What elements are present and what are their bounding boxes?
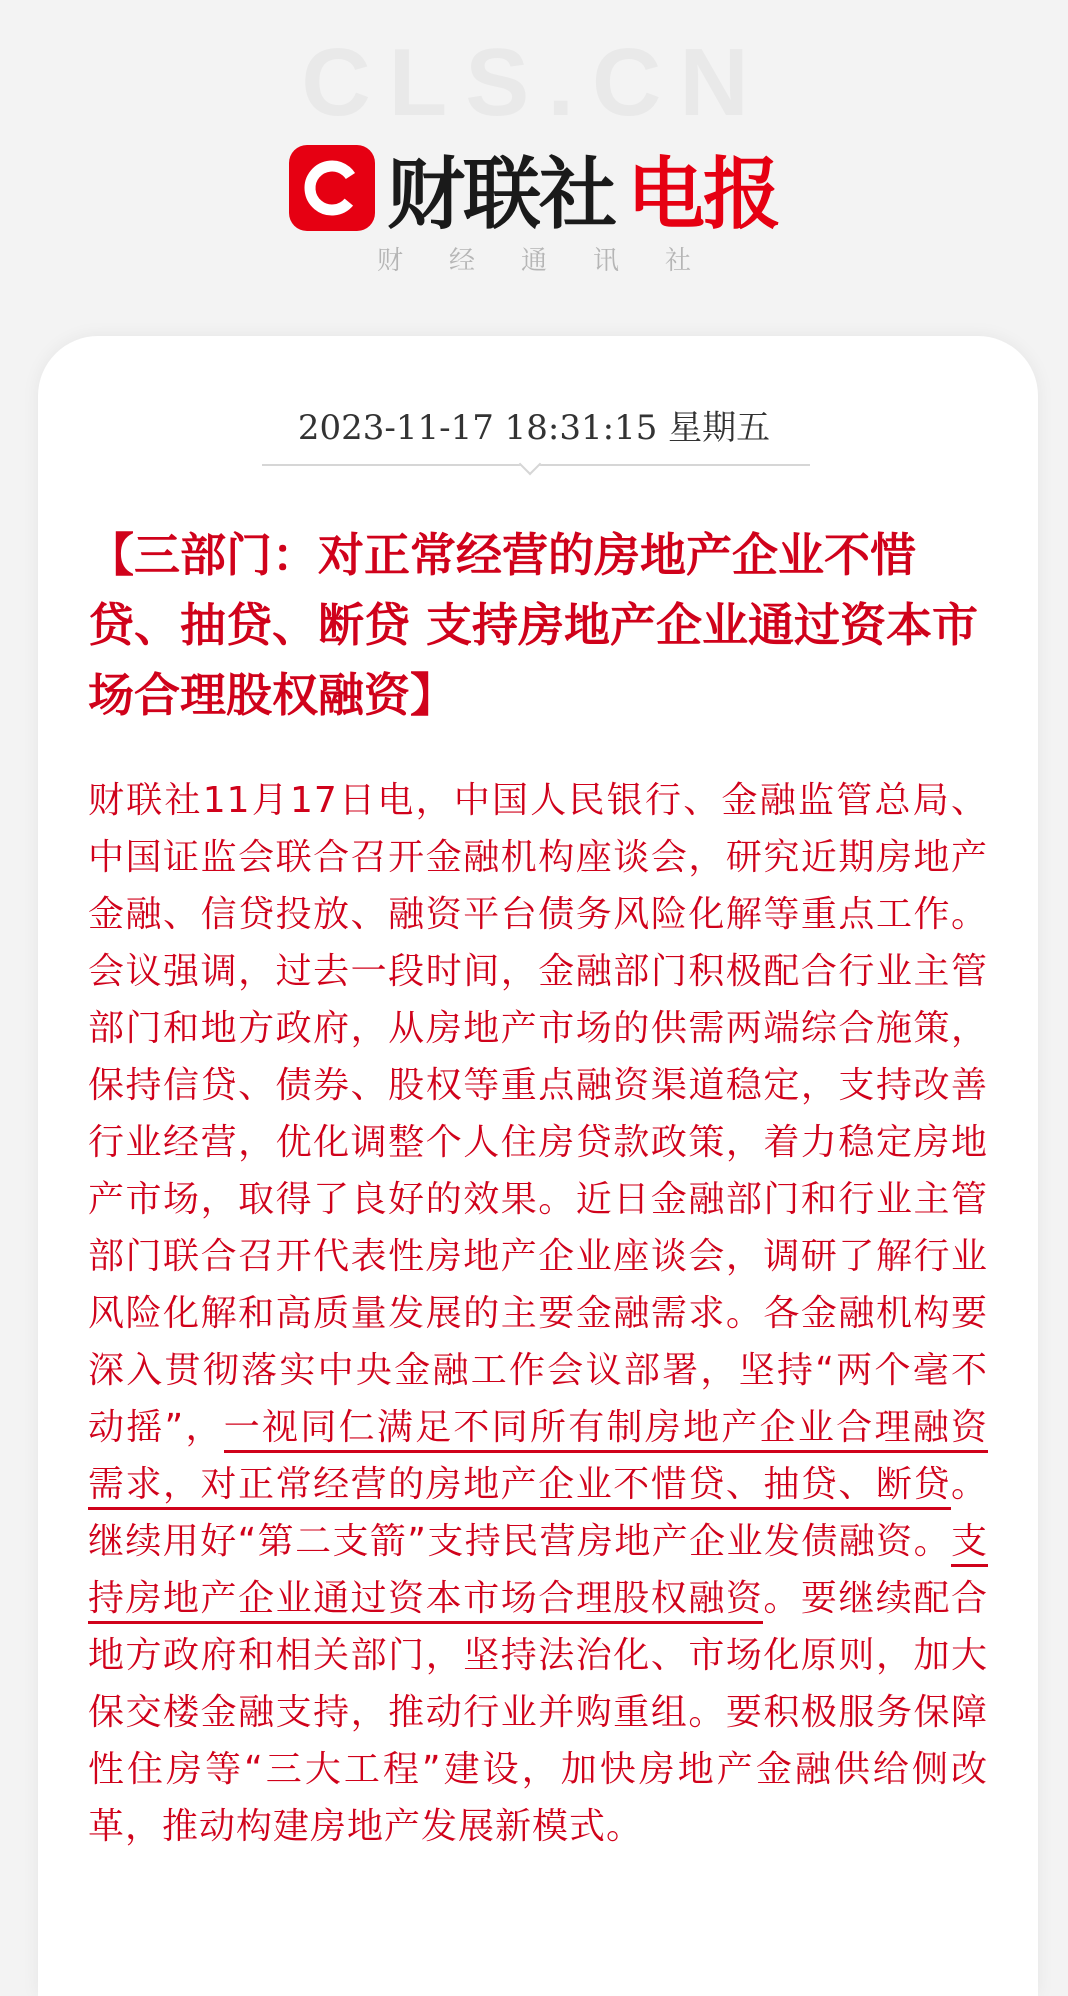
brand-logo (0, 132, 1068, 244)
body-part-2: 。继续用好“第二支箭”支持民营房地产企业发债融资。 (88, 1464, 988, 1562)
article-body (88, 772, 988, 1855)
cls-logo-icon (289, 145, 375, 231)
body-highlight-1: 一视同仁满足不同所有制房地产企业合理融资需求，对正常经营的房地产企业不惜贷、抽贷、断贷 (88, 1407, 988, 1510)
watermark-text: CLS.CN (301, 29, 767, 136)
brand-name: 财联社 (386, 150, 615, 240)
body-part-1: 财联社11月17日电，中国人民银行、金融监管总局、中国证监会联合召开金融机构座谈会，研究近期房地产金融、信贷投放、融资平台债务风险化解等重点工作。会议强调，过去一段时间，金融部门积极配合行业主管部门和地方政府，从房地产市场的供需两端综合施策，保持信贷、债券、股权等重点融资渠道稳定，支持改善行业经营，优化调整个人住房贷款政策，着力稳定房地产市场，取得了良好的效果。近日金融部门和行业主管部门联合召开代表性房地产企业座谈会，调研了解行业风险化解和高质量发展的主要金融需求。各金融机构要深入贯彻落实中央金融工作会议部署，坚持“两个毫不动摇”， (88, 780, 988, 1448)
article-datetime: 2023-11-17 18:31:15 星期五 (297, 408, 771, 448)
article-headline: 【三部门：对正常经营的房地产企业不惜贷、抽贷、断贷 支持房地产企业通过资本市场合理股权融资】 (88, 528, 979, 722)
brand-accent: 电报 (627, 150, 780, 240)
body-highlight-2: 支持房地产企业通过资本市场合理股权融资 (88, 1521, 988, 1624)
body-part-3: 。要继续配合地方政府和相关部门，坚持法治化、市场化原则，加大保交楼金融支持，推动行业并购重组。要积极服务保障性住房等“三大工程”建设，加快房地产金融供给侧改革，推动构建房地产发展新模式。 (88, 1578, 988, 1847)
brand-tagline: 财经通讯社 (376, 246, 737, 276)
